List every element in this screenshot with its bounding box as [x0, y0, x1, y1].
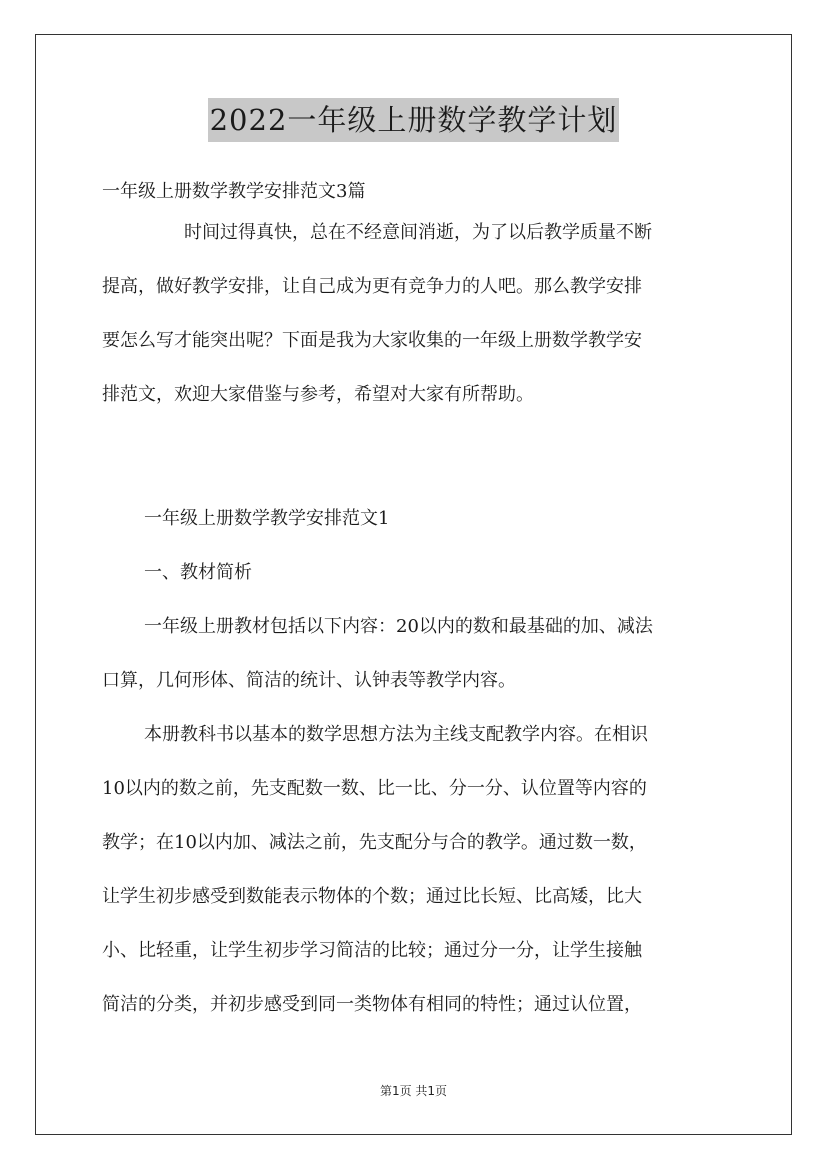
content-line: 教学；在10以内加、减法之前，先支配分与合的教学。通过数一数，	[102, 832, 647, 853]
intro-line: 时间过得真快，总在不经意间消逝，为了以后教学质量不断	[184, 222, 652, 243]
intro-line: 要怎么写才能突出呢？下面是我为大家收集的一年级上册数学教学安	[102, 330, 642, 351]
document-subtitle: 一年级上册数学教学安排范文3篇	[102, 181, 366, 202]
content-line: 小、比轻重，让学生初步学习简洁的比较；通过分一分，让学生接触	[102, 940, 642, 961]
page-footer	[0, 1082, 827, 1099]
page-number-label: 第1页 共1页	[379, 1084, 448, 1098]
intro-paragraph	[102, 206, 742, 422]
content-paragraph-2	[102, 708, 742, 1032]
content-line: 让学生初步感受到数能表示物体的个数；通过比长短、比高矮，比大	[102, 886, 642, 907]
intro-line: 提高，做好教学安排，让自己成为更有竞争力的人吧。那么教学安排	[102, 276, 642, 297]
content-line: 口算，几何形体、简洁的统计、认钟表等教学内容。	[102, 670, 516, 691]
content-line: 一年级上册教材包括以下内容：20以内的数和最基础的加、减法	[144, 616, 653, 637]
document-title	[0, 98, 827, 142]
subsection-heading	[102, 546, 742, 600]
intro-line: 排范文，欢迎大家借鉴与参考，希望对大家有所帮助。	[102, 384, 534, 405]
document-title-text: 2022一年级上册数学教学计划	[208, 98, 620, 142]
subsection-heading-text: 一、教材简析	[144, 562, 252, 583]
content-line: 10以内的数之前，先支配数一数、比一比、分一分、认位置等内容的	[102, 778, 647, 799]
content-line: 简洁的分类，并初步感受到同一类物体有相同的特性；通过认位置，	[102, 994, 642, 1015]
section-heading-text: 一年级上册数学教学安排范文1	[144, 508, 390, 529]
content-paragraph-1	[102, 600, 742, 708]
content-line: 本册教科书以基本的数学思想方法为主线支配教学内容。在相识	[144, 724, 648, 745]
section-heading	[102, 492, 742, 546]
